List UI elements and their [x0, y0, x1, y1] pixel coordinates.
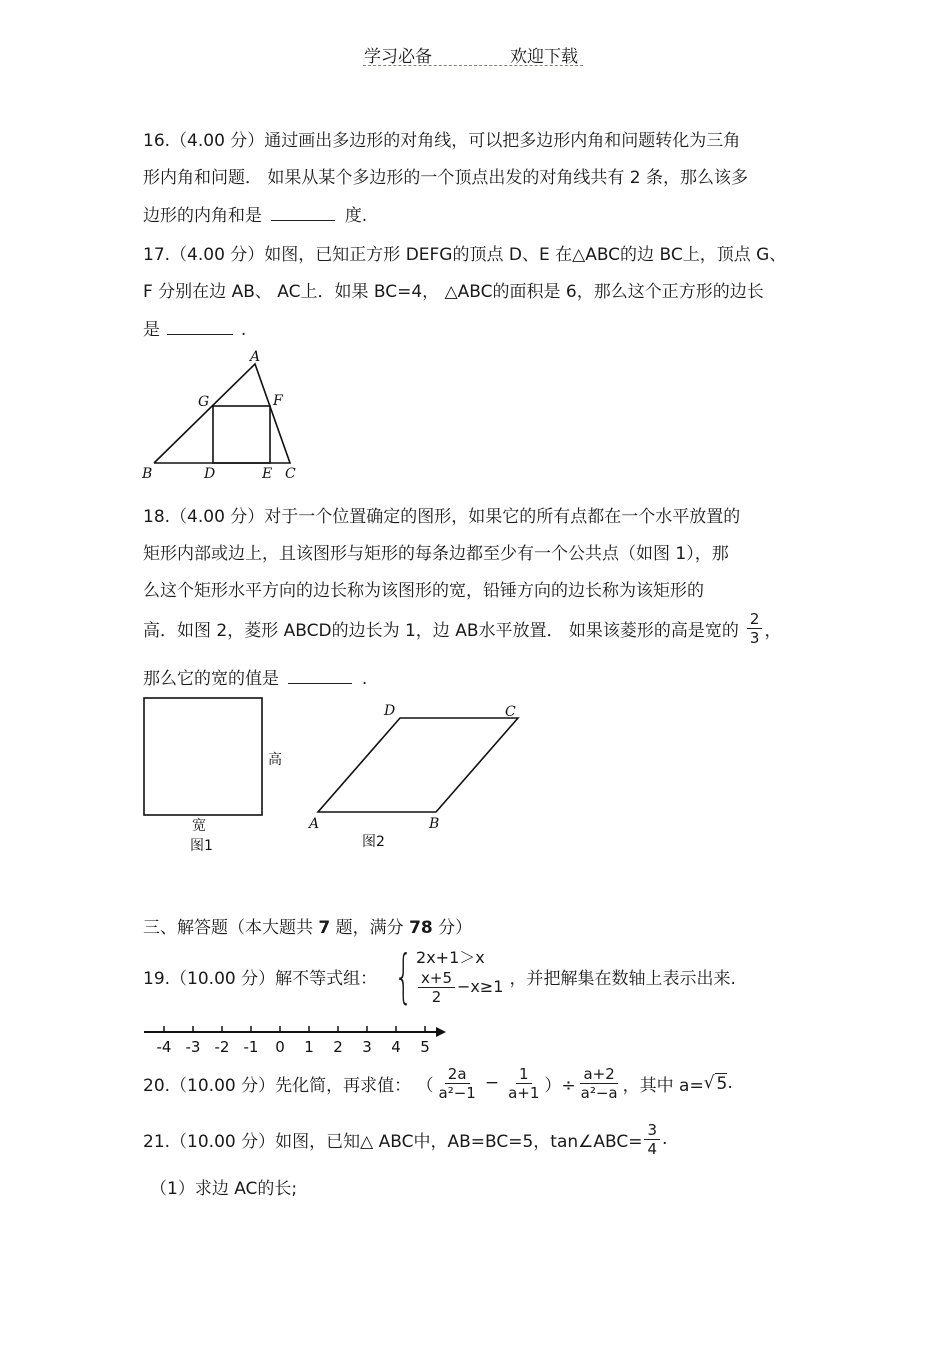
- number-line-tick-label: 0: [275, 1038, 285, 1056]
- q18-line2: 矩形内部或边上，且该图形与矩形的每条边都至少有一个公共点（如图 1），那: [143, 544, 729, 564]
- q20-frac1: [436, 1065, 479, 1102]
- section3-heading: [143, 913, 472, 938]
- q19-inequality-system: [385, 942, 504, 1010]
- q16-line3-end: 度.: [344, 206, 368, 226]
- label-a: A: [250, 349, 261, 365]
- q19-ineq1: 2x+1＞x: [416, 947, 485, 967]
- label-g: G: [198, 394, 210, 410]
- number-line-tick-label: 4: [391, 1038, 401, 1056]
- q21-fraction: [644, 1121, 660, 1158]
- q21-end: .: [662, 1129, 668, 1149]
- figure2-caption: 图2: [362, 834, 385, 850]
- q19-suffix: ，并把解集在数轴上表示出来.: [509, 968, 736, 989]
- q17-line3: [143, 315, 246, 340]
- number-line-tick-label: -4: [156, 1038, 172, 1056]
- number-line-arrow: [436, 1027, 446, 1037]
- label-b: B: [142, 466, 153, 482]
- q20-mid: ，其中 a=: [622, 1075, 704, 1096]
- number-line-tick-label: -1: [243, 1038, 259, 1056]
- section3-count: 7: [318, 918, 331, 938]
- q19-ineq2-num: x+5: [418, 969, 455, 988]
- q17-figure-triangle-square: [140, 345, 310, 485]
- q18-line5-end: .: [361, 669, 368, 689]
- number-line-tick-label: 1: [304, 1038, 314, 1056]
- q17-answer-blank: [167, 316, 233, 335]
- q20-close: ）÷: [544, 1075, 576, 1096]
- section3-prefix: 三、解答题（本大题共: [143, 918, 319, 938]
- label-d: D: [204, 466, 216, 482]
- q16-answer-blank: [271, 202, 335, 221]
- q20-frac2-den: a+1: [508, 1083, 540, 1102]
- q20-frac1-num: 2a: [445, 1065, 470, 1084]
- number-line-tick-label: -3: [185, 1038, 201, 1056]
- q20-frac1-den: a²−1: [438, 1083, 476, 1102]
- q20-minus: −: [484, 1073, 500, 1093]
- q20-frac2-num: 1: [516, 1065, 532, 1084]
- q18-fraction-den: 3: [749, 628, 760, 647]
- q19-number-line: [140, 1022, 460, 1056]
- q17-line2: F 分别在边 AB、 AC上．如果 BC=4， △ABC的面积是 6，那么这个正方形的边长: [143, 282, 764, 302]
- section3-suffix: 分）: [432, 918, 473, 938]
- q19-brace: {: [394, 942, 413, 1010]
- header-right: 欢迎下载: [510, 47, 578, 67]
- q18-figure1-rectangle: [140, 692, 300, 860]
- q19-ineq2-frac: [418, 969, 455, 1006]
- q20-frac2: [505, 1065, 542, 1102]
- number-line-tick-label: 5: [420, 1038, 430, 1056]
- q18-line4: [143, 606, 781, 650]
- q17-line3-end: .: [240, 320, 247, 340]
- q20-frac3: [578, 1065, 621, 1102]
- q19-line: [143, 936, 736, 1016]
- label-f: F: [273, 393, 283, 409]
- figure1-width-label: 宽: [192, 818, 206, 834]
- q18-line4-text: 高．如图 2，菱形 ABCD的边长为 1，边 AB水平放置． 如果该菱形的高是宽的: [143, 620, 739, 641]
- number-line-ticks: [157, 1026, 430, 1056]
- q19-ineq2-rest: −x≥1: [457, 977, 504, 996]
- q20-line: [143, 1058, 733, 1108]
- label-d2: D: [384, 703, 396, 719]
- label-a2: A: [309, 816, 320, 832]
- q21-sub1: （1）求边 AC的长;: [150, 1179, 298, 1199]
- label-c2: C: [505, 704, 516, 720]
- square-defg: [213, 406, 270, 463]
- q20-frac3-num: a+2: [580, 1065, 617, 1084]
- q16-line3-text: 边形的内角和是: [143, 206, 262, 226]
- rhombus-abcd: [318, 718, 518, 812]
- figure1-caption: 图1: [190, 838, 213, 854]
- q19-ineq2: [416, 969, 503, 1006]
- header-divider: [363, 65, 583, 66]
- q17-line1: 17.（4.00 分）如图，已知正方形 DEFG的顶点 D、E 在△ABC的边 BC上，顶点 G、: [143, 245, 787, 265]
- q20-prefix: 20.（10.00 分）先化简，再求值： （: [143, 1075, 434, 1096]
- label-b2: B: [429, 816, 440, 832]
- q18-line1: 18.（4.00 分）对于一个位置确定的图形，如果它的所有点都在一个水平放置的: [143, 507, 741, 527]
- q16-line3: [143, 201, 367, 226]
- number-line-tick-label: 2: [333, 1038, 343, 1056]
- label-e: E: [262, 466, 273, 482]
- q21-prefix: 21.（10.00 分）如图，已知△ ABC中，AB=BC=5，tan∠ABC=: [143, 1131, 643, 1152]
- q20-frac3-den: a²−a: [580, 1083, 618, 1102]
- q21-fraction-num: 3: [644, 1121, 660, 1140]
- q21-line: [143, 1116, 667, 1162]
- number-line-tick-label: -2: [214, 1038, 230, 1056]
- figure1-height-label: 高: [268, 752, 282, 768]
- label-c: C: [285, 466, 296, 482]
- section3-mid: 题，满分: [330, 918, 410, 938]
- q18-figure2-rhombus: [300, 695, 540, 860]
- number-line-tick-label: 3: [362, 1038, 372, 1056]
- q16-line1: 16.（4.00 分）通过画出多边形的对角线，可以把多边形内角和问题转化为三角: [143, 131, 741, 151]
- q19-prefix: 19.（10.00 分）解不等式组：: [143, 968, 378, 989]
- q16-line2: 形内角和问题． 如果从某个多边形的一个顶点出发的对角线共有 2 条，那么该多: [143, 168, 749, 188]
- q18-line5: [143, 664, 367, 689]
- q20-sqrt-arg: 5: [716, 1073, 728, 1094]
- q18-answer-blank: [288, 665, 352, 684]
- q18-line3: 么这个矩形水平方向的边长称为该图形的宽，铅锤方向的边长称为该矩形的: [143, 581, 704, 601]
- q18-line4-end: ，: [764, 620, 782, 641]
- q21-fraction-den: 4: [647, 1139, 658, 1158]
- q17-line3-text: 是: [143, 320, 160, 340]
- q19-ineq2-den: 2: [431, 987, 442, 1006]
- q18-fraction: [747, 610, 763, 647]
- q18-fraction-num: 2: [747, 610, 763, 629]
- q19-system-lines: [416, 947, 503, 1006]
- q18-line5-text: 那么它的宽的值是: [143, 669, 279, 689]
- q20-end: .: [727, 1073, 733, 1093]
- header-left: 学习必备: [364, 47, 432, 67]
- section3-score: 78: [409, 918, 433, 938]
- q20-sqrt-sign: √: [703, 1073, 715, 1093]
- figure1-rect: [144, 698, 262, 815]
